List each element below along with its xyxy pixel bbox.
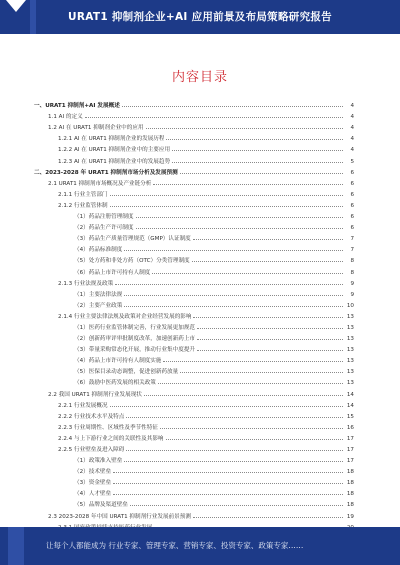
- toc-dot-leader: [166, 138, 343, 140]
- toc-entry[interactable]: [34, 431, 354, 442]
- toc-dot-leader: [136, 227, 344, 229]
- toc-dot-leader: [122, 105, 343, 107]
- toc-entry[interactable]: [34, 176, 354, 187]
- toc-entry[interactable]: [34, 342, 354, 353]
- toc-entry[interactable]: [34, 420, 354, 431]
- toc-dot-leader: [172, 149, 343, 151]
- toc-entry-title: 1.2.3 AI 在 URAT1 抑制剂企业中的发展趋势: [58, 158, 171, 165]
- toc-entry[interactable]: [34, 398, 354, 409]
- toc-dot-leader: [146, 127, 343, 129]
- toc-entry-page: 16: [346, 424, 354, 431]
- table-of-contents: [34, 98, 354, 531]
- toc-entry-title: （1）主要法律法规: [74, 291, 123, 298]
- toc-entry-page: 6: [350, 169, 354, 176]
- toc-entry-page: 8: [350, 258, 354, 265]
- toc-entry-title: （3）资金壁垒: [74, 480, 112, 487]
- toc-dot-leader: [193, 316, 343, 318]
- toc-entry-page: 9: [350, 291, 354, 298]
- toc-entry-title: 2.2.5 行业壁垒及进入障碍: [58, 447, 125, 453]
- toc-dot-leader: [113, 493, 343, 495]
- toc-entry-page: 15: [346, 413, 354, 420]
- toc-entry-page: 6: [350, 180, 354, 187]
- toc-entry[interactable]: [34, 331, 354, 342]
- toc-entry[interactable]: [34, 109, 354, 120]
- toc-entry[interactable]: [34, 98, 354, 109]
- toc-dot-leader: [124, 294, 343, 296]
- toc-entry-page: 18: [346, 469, 354, 476]
- toc-entry-title: （6）药品上市许可持有人制度: [74, 269, 151, 276]
- toc-entry[interactable]: [34, 475, 354, 486]
- toc-entry-page: 4: [350, 125, 354, 132]
- toc-entry[interactable]: [34, 375, 354, 386]
- toc-entry[interactable]: [34, 364, 354, 375]
- toc-entry[interactable]: [34, 453, 354, 464]
- toc-entry-page: 18: [346, 480, 354, 487]
- toc-dot-leader: [180, 371, 343, 373]
- toc-entry-title: 2.2 我国 URAT1 抑制剂行业发展现状: [48, 391, 142, 398]
- toc-entry[interactable]: [34, 231, 354, 242]
- toc-entry[interactable]: [34, 276, 354, 287]
- toc-entry-title: （3）带量采购常态化开展，推动行业集中度提升: [74, 347, 196, 354]
- toc-entry-page: 6: [350, 202, 354, 209]
- toc-dot-leader: [163, 360, 343, 362]
- toc-entry[interactable]: [34, 409, 354, 420]
- toc-entry-title: 2.2.4 与上下游行业之间的关联性及其影响: [58, 435, 164, 442]
- report-header: [0, 0, 400, 34]
- toc-dot-leader: [130, 504, 343, 506]
- toc-dot-leader: [153, 183, 343, 185]
- toc-entry-title: （4）药品标准制度: [74, 247, 123, 254]
- toc-entry[interactable]: [34, 353, 354, 364]
- toc-entry-page: 6: [350, 214, 354, 221]
- toc-entry[interactable]: [34, 264, 354, 275]
- toc-dot-leader: [192, 260, 343, 262]
- toc-entry-page: 10: [346, 302, 354, 309]
- toc-entry-title: 2.2.1 行业发展概况: [58, 402, 108, 409]
- toc-entry-title: 二、2023-2028 年 URAT1 抑制剂市场分析及发展预测: [34, 169, 178, 176]
- toc-entry-title: （2）技术壁垒: [74, 469, 112, 476]
- toc-dot-leader: [85, 116, 343, 118]
- toc-entry-page: 13: [346, 380, 354, 387]
- toc-entry[interactable]: [34, 165, 354, 176]
- toc-entry-title: （2）主要产业政策: [74, 302, 123, 309]
- toc-entry-title: （1）政策准入壁垒: [74, 458, 123, 465]
- toc-dot-leader: [110, 194, 343, 196]
- toc-entry-title: 2.2.2 行业技术水平及特点: [58, 413, 125, 420]
- toc-dot-leader: [124, 460, 343, 462]
- toc-entry-page: 4: [350, 136, 354, 143]
- toc-entry-title: 1.1 AI 的定义: [48, 114, 83, 121]
- toc-dot-leader: [160, 427, 343, 429]
- toc-entry-title: 2.1.1 行业主管部门: [58, 191, 108, 198]
- toc-entry-title: 2.1.3 行业法规及政策: [58, 280, 114, 287]
- toc-entry-title: 2.1.4 行业主要法律法规及政策对企业经营发展的影响: [58, 313, 192, 320]
- toc-entry-page: 18: [346, 491, 354, 498]
- toc-entry-title: 2.2.3 行业周期性、区域性及季节性特征: [58, 424, 158, 431]
- footer-band-decoration: [8, 527, 24, 565]
- toc-dot-leader: [152, 272, 343, 274]
- toc-entry-page: 8: [350, 269, 354, 276]
- toc-dot-leader: [110, 405, 343, 407]
- toc-entry[interactable]: [34, 442, 354, 453]
- toc-entry-title: 1.2 AI 在 URAT1 抑制剂企业中的应用: [48, 125, 144, 132]
- toc-entry-title: 一、URAT1 抑制剂+AI 发展概述: [34, 103, 120, 110]
- toc-entry[interactable]: [34, 242, 354, 253]
- toc-entry-page: 7: [350, 247, 354, 254]
- toc-entry-page: 7: [350, 236, 354, 243]
- toc-entry-title: 2.3 2023-2028 年中国 URAT1 抑制剂行业发展前景预测: [48, 513, 191, 520]
- toc-dot-leader: [126, 416, 343, 418]
- toc-entry[interactable]: [34, 486, 354, 497]
- toc-entry-page: 17: [346, 435, 354, 442]
- toc-entry[interactable]: [34, 386, 354, 397]
- toc-dot-leader: [197, 327, 343, 329]
- toc-entry-title: （5）医保目录动态调整，促进创新药放量: [74, 369, 179, 376]
- toc-entry-title: 1.2.2 AI 在 URAT1 抑制剂企业中的主要应用: [58, 147, 171, 154]
- toc-entry-page: 13: [346, 313, 354, 320]
- toc-entry[interactable]: [34, 287, 354, 298]
- toc-entry-page: 4: [350, 147, 354, 154]
- toc-entry-title: 2.1.2 行业监管体制: [58, 202, 108, 209]
- report-footer: [0, 527, 400, 565]
- toc-dot-leader: [193, 516, 343, 518]
- toc-entry[interactable]: [34, 187, 354, 198]
- toc-dot-leader: [110, 205, 343, 207]
- toc-entry-title: （4）人才壁垒: [74, 491, 112, 498]
- toc-entry-title: （6）鼓励中医药发展的相关政策: [74, 380, 156, 387]
- toc-entry[interactable]: [34, 298, 354, 309]
- footer-slogan: 让每个人都能成为 行业专家、管理专家、营销专家、投资专家、政策专家……: [46, 541, 304, 550]
- toc-entry-page: 17: [346, 458, 354, 465]
- toc-entry[interactable]: [34, 253, 354, 264]
- toc-entry[interactable]: [34, 131, 354, 142]
- toc-entry[interactable]: [34, 120, 354, 131]
- toc-entry-page: 14: [346, 391, 354, 398]
- toc-entry-title: （1）医药行业监管体制完善，行业发展更加规范: [74, 324, 196, 331]
- toc-dot-leader: [197, 349, 343, 351]
- toc-dot-leader: [144, 394, 343, 396]
- report-title: URAT1 抑制剂企业+AI 应用前景及布局策略研究报告: [68, 11, 332, 23]
- toc-dot-leader: [115, 283, 343, 285]
- toc-entry-title: （1）药品注册管理制度: [74, 214, 134, 221]
- toc-dot-leader: [193, 238, 343, 240]
- toc-dot-leader: [113, 471, 343, 473]
- toc-entry-page: 19: [346, 513, 354, 520]
- toc-entry-title: （2）药品生产许可制度: [74, 225, 134, 232]
- toc-entry[interactable]: [34, 220, 354, 231]
- toc-entry-page: 14: [346, 402, 354, 409]
- toc-dot-leader: [124, 249, 343, 251]
- toc-entry-page: 4: [350, 114, 354, 121]
- toc-entry-page: 17: [346, 447, 354, 453]
- toc-dot-leader: [166, 438, 343, 440]
- toc-dot-leader: [113, 482, 343, 484]
- toc-entry-page: 9: [350, 280, 354, 287]
- toc-entry-title: （3）药品生产质量管理规范（GMP）认证制度: [74, 236, 191, 243]
- toc-entry[interactable]: [34, 309, 354, 320]
- toc-entry-page: 13: [346, 369, 354, 376]
- toc-entry-title: （5）品牌及渠道壁垒: [74, 502, 128, 509]
- toc-entry[interactable]: [34, 497, 354, 508]
- toc-entry-page: 13: [346, 336, 354, 343]
- toc-entry-title: （5）处方药和非处方药（OTC）分类管理制度: [74, 258, 190, 265]
- toc-entry-title: （2）创新药审评审批制度改革，加速创新药上市: [74, 336, 196, 343]
- toc-entry-page: 5: [350, 158, 354, 165]
- toc-entry-page: 6: [350, 191, 354, 198]
- toc-heading: 内容目录: [171, 70, 228, 85]
- toc-entry[interactable]: [34, 508, 354, 519]
- toc-entry-page: 6: [350, 225, 354, 232]
- toc-entry-title: 1.2.1 AI 在 URAT1 抑制剂企业的发展历程: [58, 136, 165, 143]
- toc-entry-title: （4）药品上市许可持有人制度实施: [74, 358, 162, 365]
- toc-dot-leader: [158, 382, 343, 384]
- toc-entry-page: 4: [350, 103, 354, 110]
- toc-entry-page: 13: [346, 347, 354, 354]
- toc-entry-title: 2.1 URAT1 抑制剂市场概况及产业链分析: [48, 180, 152, 187]
- toc-entry[interactable]: [34, 142, 354, 153]
- toc-dot-leader: [136, 216, 344, 218]
- toc-entry-page: 13: [346, 324, 354, 331]
- toc-dot-leader: [126, 449, 343, 451]
- toc-dot-leader: [124, 305, 343, 307]
- toc-entry[interactable]: [34, 209, 354, 220]
- toc-entry[interactable]: [34, 464, 354, 475]
- toc-dot-leader: [180, 172, 343, 174]
- toc-dot-leader: [197, 338, 343, 340]
- toc-dot-leader: [172, 161, 343, 163]
- toc-entry-page: 18: [346, 502, 354, 509]
- toc-entry[interactable]: [34, 198, 354, 209]
- toc-entry-page: 13: [346, 358, 354, 365]
- toc-entry[interactable]: [34, 320, 354, 331]
- toc-entry[interactable]: [34, 153, 354, 164]
